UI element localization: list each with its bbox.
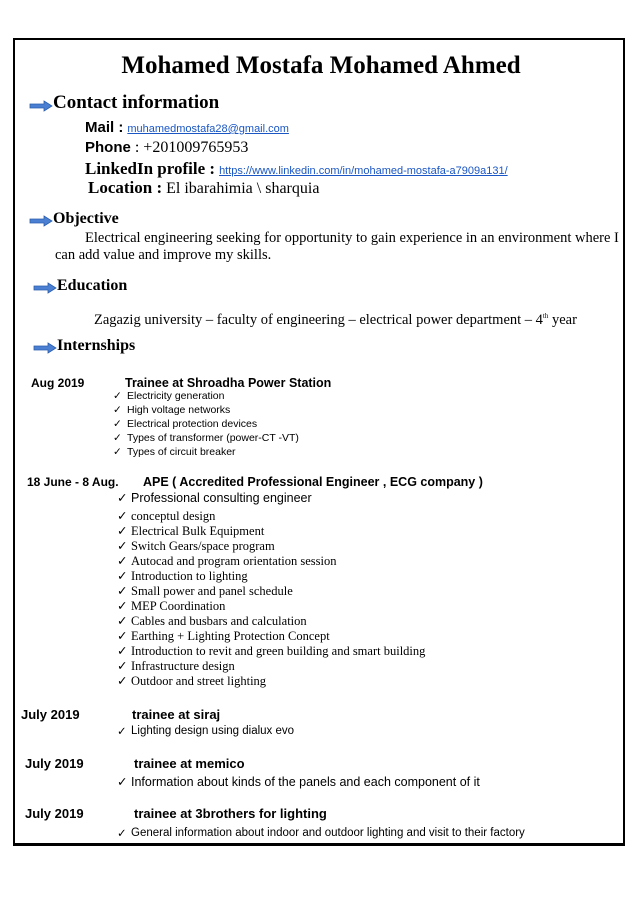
list-item [117,538,275,554]
list-item [113,432,299,444]
phone-label: Phone [85,139,131,156]
checkmark-icon: ✓ [117,599,128,613]
right-arrow-icon [29,100,53,112]
objective-text: Electrical engineering seeking for opportunity to gain experience in an environment where I can add value and improve my skills. [55,230,619,263]
internship-title: trainee at memico [134,756,245,771]
checkmark-icon: ✓ [113,418,122,430]
checkmark-icon: ✓ [117,775,128,789]
checkmark-icon: ✓ [117,509,128,523]
list-item [117,583,293,599]
list-item [117,568,248,584]
list-item [117,553,337,569]
bullet-text: Information about kinds of the panels and each component of it [131,774,480,789]
bullet-text: General information about indoor and outdoor lighting and visit to their factory [131,827,525,839]
checkmark-icon: ✓ [117,828,127,840]
list-item [117,673,266,689]
list-item [117,490,312,505]
bullet-text: Introduction to revit and green building and smart building [131,643,426,658]
location-label: Location : [88,178,163,197]
checkmark-icon: ✓ [117,614,128,628]
bullet-text: MEP Coordination [131,598,226,613]
list-item [117,643,425,659]
list-item [113,404,230,416]
bullet-text: conceptul design [131,508,216,523]
checkmark-icon: ✓ [117,491,128,505]
list-item [117,826,525,840]
list-item [117,658,235,674]
checkmark-icon: ✓ [113,432,122,444]
bullet-text: Electrical Bulk Equipment [131,523,265,538]
bullet-text: Lighting design using dialux evo [131,725,295,737]
checkmark-icon: ✓ [113,390,122,402]
right-arrow-icon [33,342,57,354]
checkmark-icon: ✓ [117,569,128,583]
education-main: Zagazig university – faculty of engineering – electrical power department – 4 [94,312,543,328]
list-item [117,523,264,539]
bullet-text: Introduction to lighting [131,568,248,583]
checkmark-icon: ✓ [117,584,128,598]
checkmark-icon: ✓ [117,554,128,568]
bullet-text: Infrastructure design [131,658,235,673]
bullet-text: Autocad and program orientation session [131,553,337,568]
mail-link[interactable]: muhamedmostafa28@gmail.com [127,123,289,135]
mail-label: Mail : [85,119,124,136]
contact-phone [85,139,248,157]
right-arrow-icon [29,215,53,227]
linkedin-link[interactable]: https://www.linkedin.com/in/mohamed-mostafa-a7909a131/ [219,165,508,177]
contact-mail [85,119,289,137]
bullet-text: Electrical protection devices [127,418,258,430]
list-item [117,613,307,629]
internship-date: July 2019 [25,756,84,771]
checkmark-icon: ✓ [117,629,128,643]
bullet-text: Professional consulting engineer [131,490,312,505]
right-arrow-icon [33,282,57,294]
list-item [113,418,257,430]
bullet-text: High voltage networks [127,404,231,416]
location-value: El ibarahimia \ sharquia [166,180,320,197]
phone-value: : +201009765953 [134,139,249,156]
bullet-text: Electricity generation [127,390,225,402]
internship-date: July 2019 [25,806,84,821]
internship-date: July 2019 [21,707,80,722]
section-objective-heading: Objective [53,210,119,227]
list-item [113,390,224,402]
checkmark-icon: ✓ [117,674,128,688]
checkmark-icon: ✓ [113,404,122,416]
list-item [117,724,294,738]
checkmark-icon: ✓ [117,659,128,673]
internship-title: APE ( Accredited Professional Engineer , ECG company ) [143,475,483,489]
internship-date: Aug 2019 [31,376,85,390]
list-item [117,508,215,524]
linkedin-label: LinkedIn profile : [85,159,216,178]
section-internships-heading: Internships [57,337,136,354]
list-item [113,446,236,458]
bullet-text: Types of circuit breaker [127,446,236,458]
checkmark-icon: ✓ [117,644,128,658]
bullet-text: Cables and busbars and calculation [131,613,307,628]
list-item [117,774,480,789]
page-title: Mohamed Mostafa Mohamed Ahmed [121,52,521,79]
contact-linkedin [85,159,508,179]
education-sup: th [542,312,549,321]
bullet-text: Switch Gears/space program [131,538,275,553]
education-text [94,312,577,329]
checkmark-icon: ✓ [117,539,128,553]
bullet-text: Types of transformer (power-CT -VT) [127,432,299,444]
contact-location [88,178,319,198]
bullet-text: Small power and panel schedule [131,583,293,598]
checkmark-icon: ✓ [117,726,127,738]
checkmark-icon: ✓ [117,524,128,538]
list-item [117,598,225,614]
checkmark-icon: ✓ [113,446,122,458]
bullet-text: Earthing + Lighting Protection Concept [131,628,330,643]
internship-title: Trainee at Shroadha Power Station [125,376,332,390]
education-tail: year [548,312,577,328]
internship-date: 18 June - 8 Aug. [27,475,119,489]
internship-title: trainee at siraj [132,707,221,722]
section-contact-heading: Contact information [53,92,220,113]
list-item [117,628,330,644]
internship-title: trainee at 3brothers for lighting [134,806,327,821]
bullet-text: Outdoor and street lighting [131,673,267,688]
resume-page [13,38,625,846]
section-education-heading: Education [57,277,128,294]
